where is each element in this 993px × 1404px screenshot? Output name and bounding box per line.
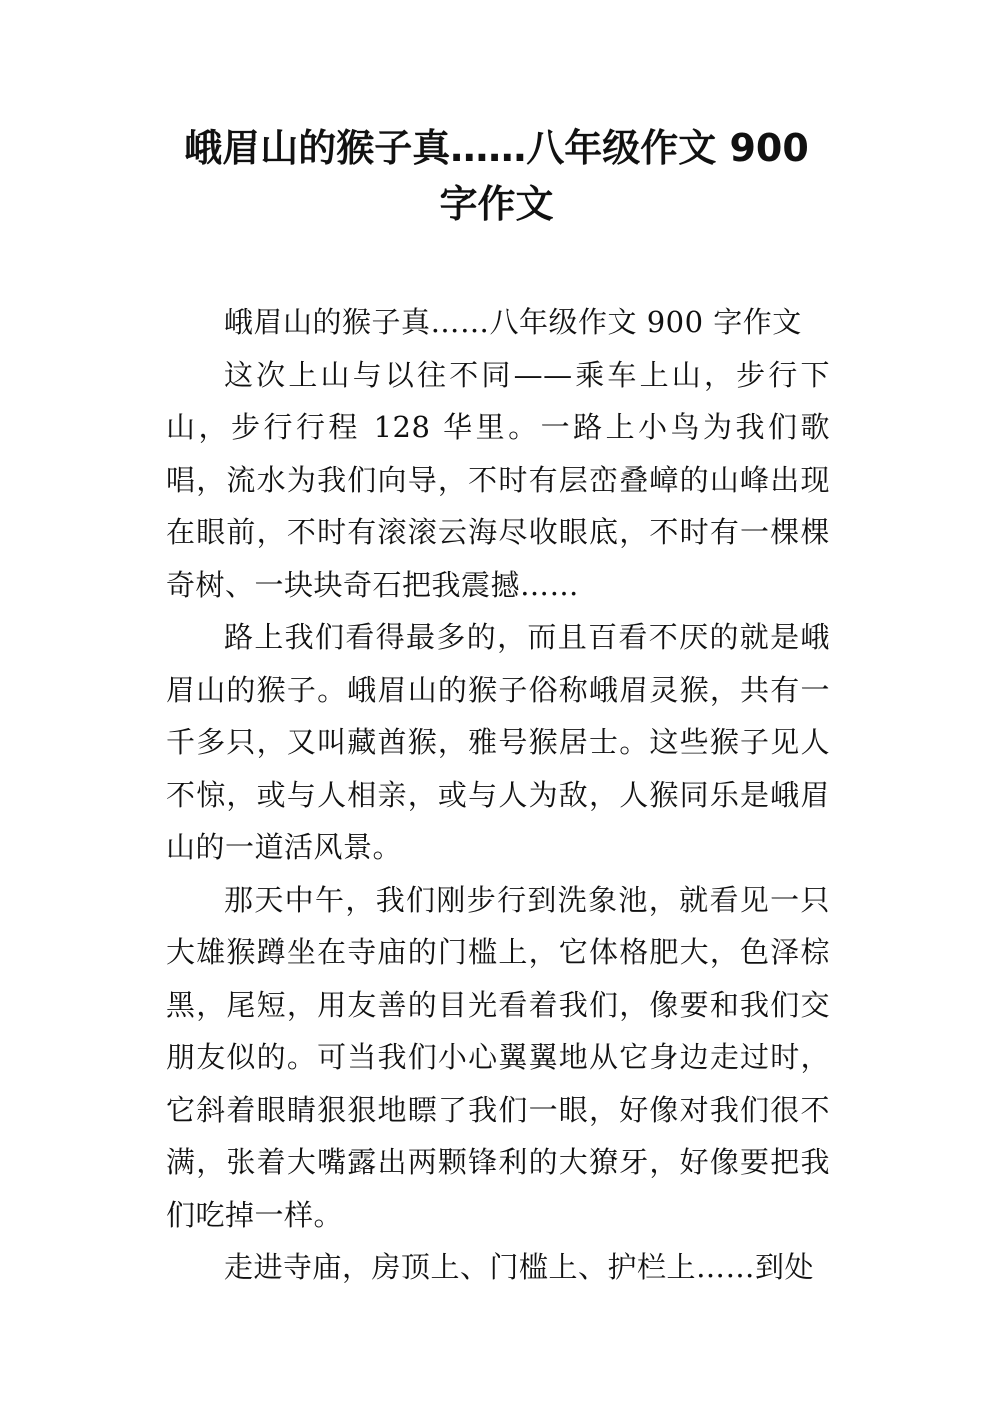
document-body bbox=[166, 296, 830, 1294]
paragraph: 这次上山与以往不同——乘车上山，步行下山，步行行程 128 华里。一路上小鸟为我们歌唱，流水为我们向导，不时有层峦叠嶂的山峰出现在眼前，不时有滚滚云海尽收眼底，不时有一棵棵奇树、一块块奇石把我震撼…… bbox=[166, 357, 830, 602]
paragraph: 路上我们看得最多的，而且百看不厌的就是峨眉山的猴子。峨眉山的猴子俗称峨眉灵猴，共有一千多只，又叫藏酋猴，雅号猴居士。这些猴子见人不惊，或与人相亲，或与人为敌，人猴同乐是峨眉山的一道活风景。 bbox=[166, 620, 830, 864]
paragraph-subtitle: 峨眉山的猴子真……八年级作文 900 字作文 bbox=[224, 305, 802, 339]
title-line-2: 字作文 bbox=[439, 182, 554, 226]
title-line-1: 峨眉山的猴子真……八年级作文 900 bbox=[184, 126, 809, 170]
paragraph: 走进寺庙，房顶上、门槛上、护栏上……到处 bbox=[224, 1250, 815, 1284]
document-title bbox=[100, 120, 893, 232]
paragraph: 那天中午，我们刚步行到洗象池，就看见一只大雄猴蹲坐在寺庙的门槛上，它体格肥大，色泽棕黑，尾短，用友善的目光看着我们，像要和我们交朋友似的。可当我们小心翼翼地从它身边走过时，它斜着眼睛狠狠地瞟了我们一眼，好像对我们很不满，张着大嘴露出两颗锋利的大獠牙，好像要把我们吃掉一样。 bbox=[166, 882, 830, 1232]
